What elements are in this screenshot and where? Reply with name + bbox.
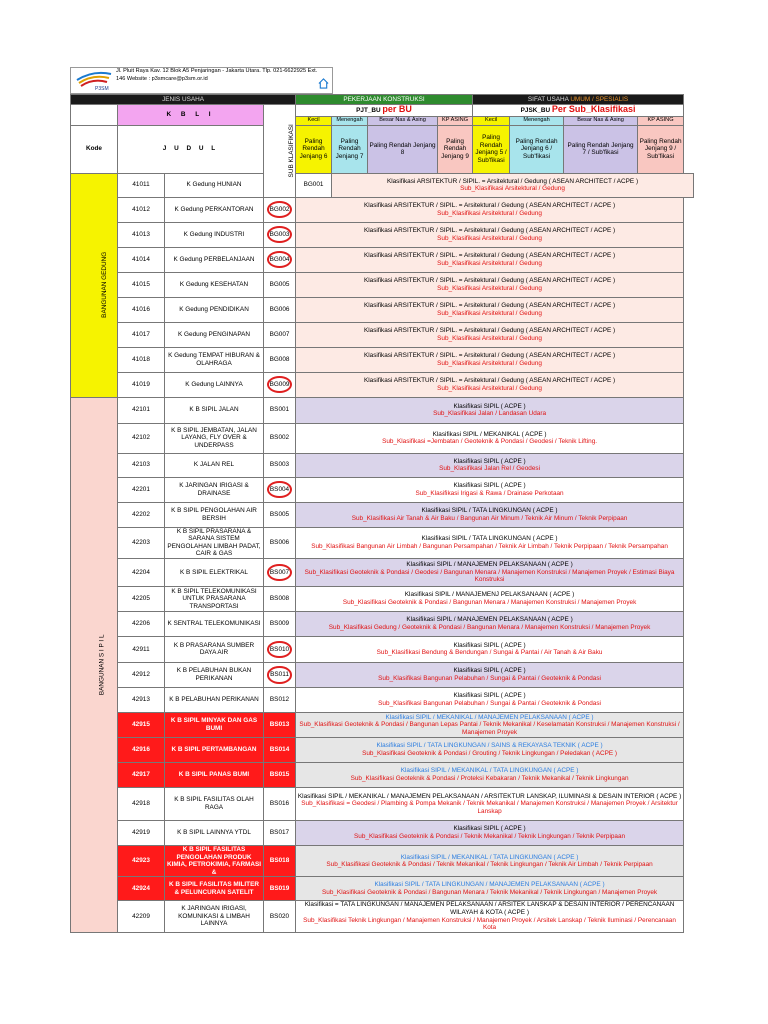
kbli-title: K B PELABUHAN PERIKANAN (165, 687, 264, 712)
table-row (71, 347, 694, 372)
sub-klasifikasi-code (264, 662, 296, 687)
logo-text: P3SM (95, 86, 109, 91)
sub-klasifikasi-code (264, 845, 296, 876)
kbli-code: 42101 (118, 397, 165, 423)
sub-code: BS019 (269, 885, 290, 893)
kbli-title: K SENTRAL TELEKOMUNIKASI (165, 611, 264, 636)
kbli-code: 42924 (118, 877, 165, 901)
klasifikasi-line: Klasifikasi SIPIL ( ACPE ) (453, 482, 526, 489)
level-header: Paling Rendah Jenjang 5 / Sub'fikasi (473, 125, 510, 173)
sub-code: BS005 (269, 510, 290, 518)
klasifikasi-cell (296, 687, 684, 712)
sub-klasifikasi-code (264, 297, 296, 322)
klasifikasi-line: Klasifikasi ARSITEKTUR / SIPIL. = Arsitektural / Gedung ( ASEAN ARCHITECT / ACPE ) (363, 352, 616, 359)
sifat-bar (473, 95, 684, 105)
kbli-code: 42916 (118, 737, 165, 762)
kbli-code: 42913 (118, 687, 165, 712)
klasifikasi-cell (296, 297, 684, 322)
blank-cell (71, 105, 118, 126)
sub-klasifikasi-code (264, 611, 296, 636)
klasifikasi-line: Klasifikasi ARSITEKTUR / SIPIL. = Arsitektural / Gedung ( ASEAN ARCHITECT / ACPE ) (363, 202, 616, 209)
sub-klasifikasi-code (264, 787, 296, 820)
sifat-label: SIFAT USAHA (527, 95, 569, 103)
table-row (71, 636, 694, 662)
pjt-header (296, 105, 473, 117)
sub-klasifikasi-line: Sub_Klasifikasi Jalan Rel / Geodesi (439, 465, 540, 473)
kbli-code: 42918 (118, 787, 165, 820)
kbli-title: K Gedung PENGINAPAN (165, 322, 264, 347)
size-header: Menengah (332, 117, 368, 126)
sub-code: BS013 (269, 721, 290, 729)
sub-code: BG008 (269, 355, 290, 363)
klasifikasi-cell (296, 845, 684, 876)
kbli-title: K B L I (118, 105, 264, 126)
sub-klasifikasi-line: Sub_Klasifikasi Arsitektural / Gedung (437, 259, 542, 267)
circled-sub-code: BS010 (267, 641, 292, 659)
klasifikasi-line: Klasifikasi ARSITEKTUR / SIPIL. = Arsitektural / Gedung ( ASEAN ARCHITECT / ACPE ) (363, 227, 616, 234)
sub-code: BS014 (269, 746, 290, 754)
sub-klasifikasi-line: Sub_Klasifikasi Geoteknik & Pondasi / Teknik Mekanikal / Teknik Lingkungan / Teknik Perpipaan (354, 832, 626, 840)
klasifikasi-line: Klasifikasi ARSITEKTUR / SIPIL. = Arsitektural / Gedung ( ASEAN ARCHITECT / ACPE ) (363, 252, 616, 259)
sub-klasifikasi-line: Sub_Klasifikasi Arsitektural / Gedung (437, 209, 542, 217)
sub-code: BG001 (303, 181, 324, 189)
kbli-table (70, 94, 694, 933)
kbli-title: K JARINGAN IRIGASI, KOMUNIKASI & LIMBAH LAINNYA (165, 901, 264, 932)
table-row (71, 662, 694, 687)
sub-klasifikasi-line: Sub_Klasifikasi Air Tanah & Air Baku / Bangunan Air Minum / Teknik Air Minum / Teknik Perpipaan (351, 514, 628, 522)
size-header: Kecil (296, 117, 332, 126)
klasifikasi-cell (296, 527, 684, 558)
kbli-code: 42917 (118, 762, 165, 787)
sub-klasifikasi-line: Sub_Klasifikasi Geoteknik & Pondasi / Bangunan Lepas Pantai / Teknik Mekanikal / Keselamatan Konstruksi / Manajemen Konstruksi / Manajemen Proyek (299, 721, 680, 736)
table-row (71, 845, 694, 876)
sub-klasifikasi-code (264, 272, 296, 297)
klasifikasi-cell (296, 662, 684, 687)
kbli-code: 42923 (118, 845, 165, 876)
home-icon[interactable] (318, 78, 329, 89)
klasifikasi-line: Klasifikasi SIPIL ( ACPE ) (453, 457, 526, 465)
circled-sub-code: BS007 (267, 564, 292, 582)
sub-klasifikasi-line: Sub_Klasifikasi Geoteknik & Pondasi / Bangunan Menara / Manajemen Konstruksi / Manajemen Proyek (342, 598, 637, 606)
klasifikasi-line: Klasifikasi SIPIL / MEKANIKAL / TATA LINGKUNGAN ( ACPE ) (400, 853, 579, 861)
size-header: KP ASING (638, 117, 684, 126)
kbli-title: K Gedung PERKANTORAN (165, 197, 264, 222)
kbli-title: K B SIPIL PENGOLAHAN AIR BERSIH (165, 502, 264, 527)
sub-klasifikasi-code (264, 737, 296, 762)
klasifikasi-line: Klasifikasi ARSITEKTUR / SIPIL. = Arsitektural / Gedung ( ASEAN ARCHITECT / ACPE ) (386, 177, 639, 185)
sub-klasifikasi-code (264, 347, 296, 372)
sub-code: BS003 (269, 461, 290, 469)
kbli-title: K JALAN REL (165, 453, 264, 477)
klasifikasi-cell (296, 558, 684, 586)
size-header: Menengah (510, 117, 564, 126)
kbli-code: 42919 (118, 820, 165, 845)
sub-klasifikasi-line: Sub_Klasifikasi Arsitektural / Gedung (437, 309, 542, 317)
klasifikasi-line: Klasifikasi SIPIL / MANAJEMENJ PELAKSANAAN ( ACPE ) (404, 591, 575, 599)
sub-klasifikasi-line: Sub_Klasifikasi Geoteknik & Pondasi / Geodesi / Bangunan Menara / Manajemen Konstruksi / Manajemen Proyek / Estimasi Biaya Konstruksi (304, 568, 675, 584)
klasifikasi-cell (296, 322, 684, 347)
kbli-title: K Gedung PENDIDIKAN (165, 297, 264, 322)
klasifikasi-cell (296, 453, 684, 477)
kbli-code: 41013 (118, 222, 165, 247)
sub-code: BS006 (269, 538, 290, 546)
kode-header: Kode (71, 125, 118, 173)
klasifikasi-cell (296, 737, 684, 762)
sub-code: BG005 (269, 280, 290, 288)
sub-klasifikasi-code (264, 586, 296, 611)
sub-klasifikasi-line: Sub_Klasifikasi Arsitektural / Gedung (437, 284, 542, 292)
klasifikasi-line: Klasifikasi SIPIL / MEKANIKAL ( ACPE ) (432, 430, 547, 438)
sub-code: BS008 (269, 595, 290, 603)
sub-code: BS002 (269, 434, 290, 442)
klasifikasi-cell (296, 820, 684, 845)
sifat-red: UMUM / SPESIALIS (570, 95, 629, 103)
kbli-code: 42201 (118, 477, 165, 502)
kbli-title: K B SIPIL TELEKOMUNIKASI UNTUK PRASARANA TRANSPORTASI (165, 586, 264, 611)
group-bangunan-gedung: BANGUNAN GEDUNG (71, 173, 118, 397)
kbli-code: 42202 (118, 502, 165, 527)
sub-klasifikasi-code (264, 527, 296, 558)
kbli-title: K B SIPIL JEMBATAN, JALAN LAYANG, FLY OVER & UNDERPASS (165, 423, 264, 453)
level-header: Paling Rendah Jenjang 9 (438, 125, 473, 173)
sub-code: BG006 (269, 305, 290, 313)
size-header: Besar Nas & Asing (368, 117, 438, 126)
p3sm-logo (73, 68, 115, 91)
klasifikasi-cell (296, 877, 684, 901)
circled-sub-code: BG009 (267, 376, 293, 394)
group-bangunan-sipil: BANGUNAN S I P I L (71, 397, 118, 932)
klasifikasi-line: Klasifikasi ARSITEKTUR / SIPIL. = Arsitektural / Gedung ( ASEAN ARCHITECT / ACPE ) (363, 377, 616, 384)
pjt-prefix: PJT_BU (356, 107, 381, 115)
sub-klasifikasi-line: Sub_Klasifikasi Bendung & Bendungan / Sungai & Pantai / Air Tanah & Air Baku (376, 649, 603, 657)
kbli-code: 42103 (118, 453, 165, 477)
klasifikasi-cell (296, 347, 684, 372)
sub-klasifikasi-line: Sub_Klasifikasi Irigasi & Rawa / Drainase Perkotaan (415, 489, 564, 497)
kbli-code: 41018 (118, 347, 165, 372)
table-row (71, 272, 694, 297)
kbli-title: K Gedung INDUSTRI (165, 222, 264, 247)
kbli-code: 42102 (118, 423, 165, 453)
table-row (71, 787, 694, 820)
level-header: Paling Rendah Jenjang 6 / Sub'fikasi (510, 125, 564, 173)
klasifikasi-line: Klasifikasi SIPIL / MANAJEMEN PELAKSANAAN ( ACPE ) (406, 616, 573, 624)
klasifikasi-cell (296, 762, 684, 787)
circled-sub-code: BG003 (267, 226, 293, 244)
kbli-code: 42204 (118, 558, 165, 586)
klasifikasi-line: Klasifikasi SIPIL ( ACPE ) (453, 825, 526, 833)
table-row (71, 502, 694, 527)
sub-klasifikasi-code (264, 322, 296, 347)
level-header: Paling Rendah Jenjang 7 (332, 125, 368, 173)
circled-sub-code: BG004 (267, 251, 293, 269)
klasifikasi-line: Klasifikasi SIPIL / TATA LINGKUNGAN / MANAJEMEN PELAKSANAAN ( ACPE ) (374, 881, 605, 889)
sub-klasifikasi-code (264, 636, 296, 662)
kbli-title: K Gedung LAINNYA (165, 372, 264, 397)
table-row (71, 477, 694, 502)
sub-klasifikasi-code (264, 477, 296, 502)
kbli-code: 42203 (118, 527, 165, 558)
sub-klasifikasi-code (264, 502, 296, 527)
klasifikasi-cell (296, 272, 684, 297)
kbli-title: K B PRASARANA SUMBER DAYA AIR (165, 636, 264, 662)
sub-code: BS001 (269, 406, 290, 414)
sub-klasifikasi-line: Sub_Klasifikasi Geoteknik & Pondasi / Grouting / Teknik Lingkungan / Peledakan ( ACPE ) (362, 749, 618, 757)
table-row (71, 762, 694, 787)
kbli-code: 42912 (118, 662, 165, 687)
header-address: Jl. Pluit Raya Kav. 12 Blok A5 Penjaringan - Jakarta Utara. Tlp. 021-6622925 Ext. 146 Website : p3smcare@p3sm.or.id (116, 68, 318, 82)
klasifikasi-line: Klasifikasi ARSITEKTUR / SIPIL. = Arsitektural / Gedung ( ASEAN ARCHITECT / ACPE ) (363, 302, 616, 309)
level-header: Paling Rendah Jenjang 7 / Sub'fikasi (564, 125, 638, 173)
table-row (71, 877, 694, 901)
sub-klasifikasi-line: Sub_Klasifikasi Geoteknik & Pondasi / Bangunan Menara / Teknik Mekanikal / Teknik Lingkungan / Manajemen Proyek (322, 888, 658, 896)
sub-klasifikasi-header: SUB KLASIFIKASI (264, 105, 296, 198)
klasifikasi-cell (296, 611, 684, 636)
jenis-usaha-bar: JENIS USAHA (71, 95, 296, 105)
klasifikasi-cell (296, 901, 684, 932)
kbli-title: K B SIPIL FASILITAS PENGOLAHAN PRODUK KIMIA, PETROKIMIA, FARMASI & (165, 845, 264, 876)
circled-sub-code: BS011 (267, 666, 292, 684)
sub-klasifikasi-line: Sub_Klasifikasi Arsitektural / Gedung (437, 234, 542, 242)
kbli-code: 41015 (118, 272, 165, 297)
sub-klasifikasi-code (264, 820, 296, 845)
klasifikasi-line: Klasifikasi SIPIL / MEKANIKAL / MANAJEMEN PELAKSANAAN / ARSITEKTUR LANSKAP, ILUMINASI & DESAIN INTERIOR ( ACPE ) (297, 792, 682, 800)
pjsk-header (473, 105, 684, 117)
kbli-title: K B SIPIL PRASARANA & SARANA SISTEM PENGOLAHAN LIMBAH PADAT, CAIR & GAS (165, 527, 264, 558)
pjsk-red: Per Sub_Klasifikasi (551, 104, 636, 115)
circled-sub-code: BG002 (267, 201, 293, 219)
sub-code: BS018 (269, 857, 290, 865)
table-row (71, 712, 694, 737)
table-row (71, 197, 694, 222)
klasifikasi-cell (296, 222, 684, 247)
table-row (71, 901, 694, 932)
sub-klasifikasi-line: Sub_Klasifikasi Arsitektural / Gedung (437, 359, 542, 367)
size-header: KP ASING (438, 117, 473, 126)
sub-klasifikasi-line: Sub_Klasifikasi Geoteknik & Pondasi / Teknik Mekanikal / Teknik Lingkungan / Teknik Air Limbah / Teknik Perpipaan (326, 861, 653, 869)
sub-klasifikasi-line: Sub_Klasifikasi Bangunan Pelabuhan / Sungai & Pantai / Geoteknik & Pondasi (378, 674, 601, 682)
kbli-code: 41011 (118, 173, 165, 197)
klasifikasi-cell (296, 636, 684, 662)
table-row (71, 611, 694, 636)
kbli-title: K B SIPIL PANAS BUMI (165, 762, 264, 787)
sub-klasifikasi-code (264, 222, 296, 247)
sub-klasifikasi-code (296, 173, 332, 197)
sub-klasifikasi-code (264, 687, 296, 712)
table-row (71, 173, 694, 197)
klasifikasi-cell (296, 502, 684, 527)
sub-code: BS009 (269, 620, 290, 628)
size-header: Kecil (473, 117, 510, 126)
kbli-title: K JARINGAN IRIGASI & DRAINASE (165, 477, 264, 502)
kbli-title: K B SIPIL FASILITAS OLAH RAGA (165, 787, 264, 820)
klasifikasi-line: Klasifikasi ARSITEKTUR / SIPIL. = Arsitektural / Gedung ( ASEAN ARCHITECT / ACPE ) (363, 277, 616, 284)
klasifikasi-line: Klasifikasi SIPIL / MEKANIKAL / MANAJEMEN PELAKSANAAN ( ACPE ) (385, 713, 594, 721)
sub-klasifikasi-line: Sub_Klasifikasi Bangunan Pelabuhan / Sungai & Pantai / Geoteknik & Pondasi (378, 699, 601, 707)
kbli-code: 42209 (118, 901, 165, 932)
kbli-code: 41017 (118, 322, 165, 347)
sub-klasifikasi-code (264, 397, 296, 423)
table-row (71, 247, 694, 272)
klasifikasi-line: Klasifikasi SIPIL ( ACPE ) (453, 641, 526, 649)
klasifikasi-cell (296, 586, 684, 611)
klasifikasi-line: Klasifikasi SIPIL / TATA LINGKUNGAN ( ACPE ) (421, 507, 558, 514)
kbli-code: 42915 (118, 712, 165, 737)
kbli-title: K Gedung TEMPAT HIBURAN & OLAHRAGA (165, 347, 264, 372)
level-header: Paling Rendah Jenjang 9 / Sub'fikasi (638, 125, 684, 173)
sub-klasifikasi-line: Sub_Klasifikasi Gedung / Geoteknik & Pondasi / Bangunan Menara / Manajemen Konstruksi / Manajemen Proyek (328, 623, 651, 631)
table-row (71, 586, 694, 611)
kbli-title: K B SIPIL MINYAK DAN GAS BUMI (165, 712, 264, 737)
klasifikasi-cell (296, 247, 684, 272)
kbli-title: K B SIPIL JALAN (165, 397, 264, 423)
sub-klasifikasi-line: Sub_Klasifikasi = Geodesi / Plambing & Pompa Mekanik / Teknik Mekanikal / Manajemen Konstruksi / Manajemen Proyek / Arsitektur Lanskap (301, 800, 678, 815)
table-row (71, 453, 694, 477)
sub-code: BS016 (269, 800, 290, 808)
kbli-code: 41012 (118, 197, 165, 222)
klasifikasi-cell (296, 787, 684, 820)
sub-klasifikasi-line: Sub_Klasifikasi Arsitektural / Gedung (460, 185, 565, 193)
table-row (71, 297, 694, 322)
circled-sub-code: BS004 (267, 481, 292, 499)
klasifikasi-line: Klasifikasi SIPIL / TATA LINGKUNGAN ( ACPE ) (421, 535, 558, 543)
kbli-code: 41014 (118, 247, 165, 272)
table-row (71, 423, 694, 453)
klasifikasi-cell (296, 197, 684, 222)
level-header: Paling Rendah Jenjang 8 (368, 125, 438, 173)
sub-klasifikasi-line: Sub_Klasifikasi Geoteknik & Pondasi / Proteksi Kebakaran / Teknik Mekanikal / Teknik Lingkungan (350, 774, 629, 782)
sub-klasifikasi-line: Sub_Klasifikasi Jalan / Landasan Udara (433, 410, 547, 418)
judul-header: J U D U L (118, 125, 264, 173)
kbli-title: K Gedung HUNIAN (165, 173, 264, 197)
sub-klasifikasi-code (264, 877, 296, 901)
sub-klasifikasi-code (264, 453, 296, 477)
table-row (71, 737, 694, 762)
sub-code: BS017 (269, 829, 290, 837)
level-header: Paling Rendah Jenjang 6 (296, 125, 332, 173)
kbli-title: K B SIPIL FASILITAS MILITER & PELUNCURAN SATELIT (165, 877, 264, 901)
sub-klasifikasi-code (264, 762, 296, 787)
kbli-title: K B SIPIL PERTAMBANGAN (165, 737, 264, 762)
table-row (71, 372, 694, 397)
kbli-title: K B PELABUHAN BUKAN PERIKANAN (165, 662, 264, 687)
table-row (71, 322, 694, 347)
table-row (71, 397, 694, 423)
sub-code: BG007 (269, 330, 290, 338)
table-row (71, 687, 694, 712)
kbli-code: 42205 (118, 586, 165, 611)
sub-klasifikasi-code (264, 901, 296, 932)
table-row (71, 558, 694, 586)
klasifikasi-line: Klasifikasi SIPIL / MEKANIKAL / TATA LINGKUNGAN ( ACPE ) (400, 767, 579, 775)
kbli-code: 42206 (118, 611, 165, 636)
sub-klasifikasi-code (264, 197, 296, 222)
kbli-code: 41016 (118, 297, 165, 322)
sub-klasifikasi-line: Sub_Klasifikasi =Jembatan / Geoteknik & Pondasi / Geodesi / Teknik Lifting. (382, 438, 598, 446)
table-row (71, 222, 694, 247)
sub-code: BS015 (269, 771, 290, 779)
kbli-title: K B SIPIL LAINNYA YTDL (165, 820, 264, 845)
pjt-red: per BU (382, 104, 412, 115)
kbli-code: 42911 (118, 636, 165, 662)
sub-klasifikasi-line: Sub_Klasifikasi Arsitektural / Gedung (437, 334, 542, 342)
klasifikasi-line: Klasifikasi ARSITEKTUR / SIPIL. = Arsitektural / Gedung ( ASEAN ARCHITECT / ACPE ) (363, 327, 616, 334)
klasifikasi-line: Klasifikasi SIPIL ( ACPE ) (453, 692, 526, 700)
klasifikasi-cell (296, 423, 684, 453)
sub-code: BS020 (269, 912, 290, 920)
sub-klasifikasi-code (264, 712, 296, 737)
klasifikasi-line: Klasifikasi SIPIL / TATA LINGKUNGAN / SAINS & REKAYASA TEKNIK ( ACPE ) (376, 742, 603, 750)
klasifikasi-line: Klasifikasi SIPIL ( ACPE ) (453, 402, 526, 410)
sub-klasifikasi-line: Sub_Klasifikasi Bangunan Air Limbah / Bangunan Persampahan / Teknik Air Limbah / Teknik Perpipaan / Teknik Persampahan (311, 542, 668, 550)
sub-code: BS012 (269, 696, 290, 704)
sub-klasifikasi-code (264, 372, 296, 397)
table-row (71, 527, 694, 558)
kbli-title: K Gedung PERBELANJAAN (165, 247, 264, 272)
kbli-title: K B SIPIL ELEKTRIKAL (165, 558, 264, 586)
sub-klasifikasi-code (264, 423, 296, 453)
sub-klasifikasi-line: Sub_Klasifikasi Teknik Lingkungan / Manajemen Konstruksi / Manajemen Proyek / Arsitek Lanskap / Teknik Iluminasi / Perencanaan Kota (303, 916, 676, 932)
klasifikasi-cell (296, 372, 684, 397)
sub-klasifikasi-line: Sub_Klasifikasi Arsitektural / Gedung (437, 384, 542, 392)
kbli-title: K Gedung KESEHATAN (165, 272, 264, 297)
kbli-code: 41019 (118, 372, 165, 397)
table-row (71, 820, 694, 845)
klasifikasi-line: Klasifikasi SIPIL / MANAJEMEN PELAKSANAAN ( ACPE ) (406, 561, 573, 569)
pekerjaan-bar: PEKERJAAN KONSTRUKSI (296, 95, 473, 105)
klasifikasi-line: Klasifikasi SIPIL ( ACPE ) (453, 667, 526, 675)
pjsk-prefix: PJSK_BU (520, 107, 551, 115)
klasifikasi-line: Klasifikasi = TATA LINGKUNGAN / MANAJEMEN PELAKSANAAN / ARSITEK LANSKAP & DESAIN INTERIOR / PERENCANAAN WILAYAH & KOTA ( ACPE ) (304, 901, 675, 916)
klasifikasi-cell (296, 477, 684, 502)
klasifikasi-cell (332, 173, 694, 197)
sub-klasifikasi-code (264, 558, 296, 586)
klasifikasi-cell (296, 712, 684, 737)
size-header: Besar Nas & Asing (564, 117, 638, 126)
klasifikasi-cell (296, 397, 684, 423)
sub-klasifikasi-code (264, 247, 296, 272)
